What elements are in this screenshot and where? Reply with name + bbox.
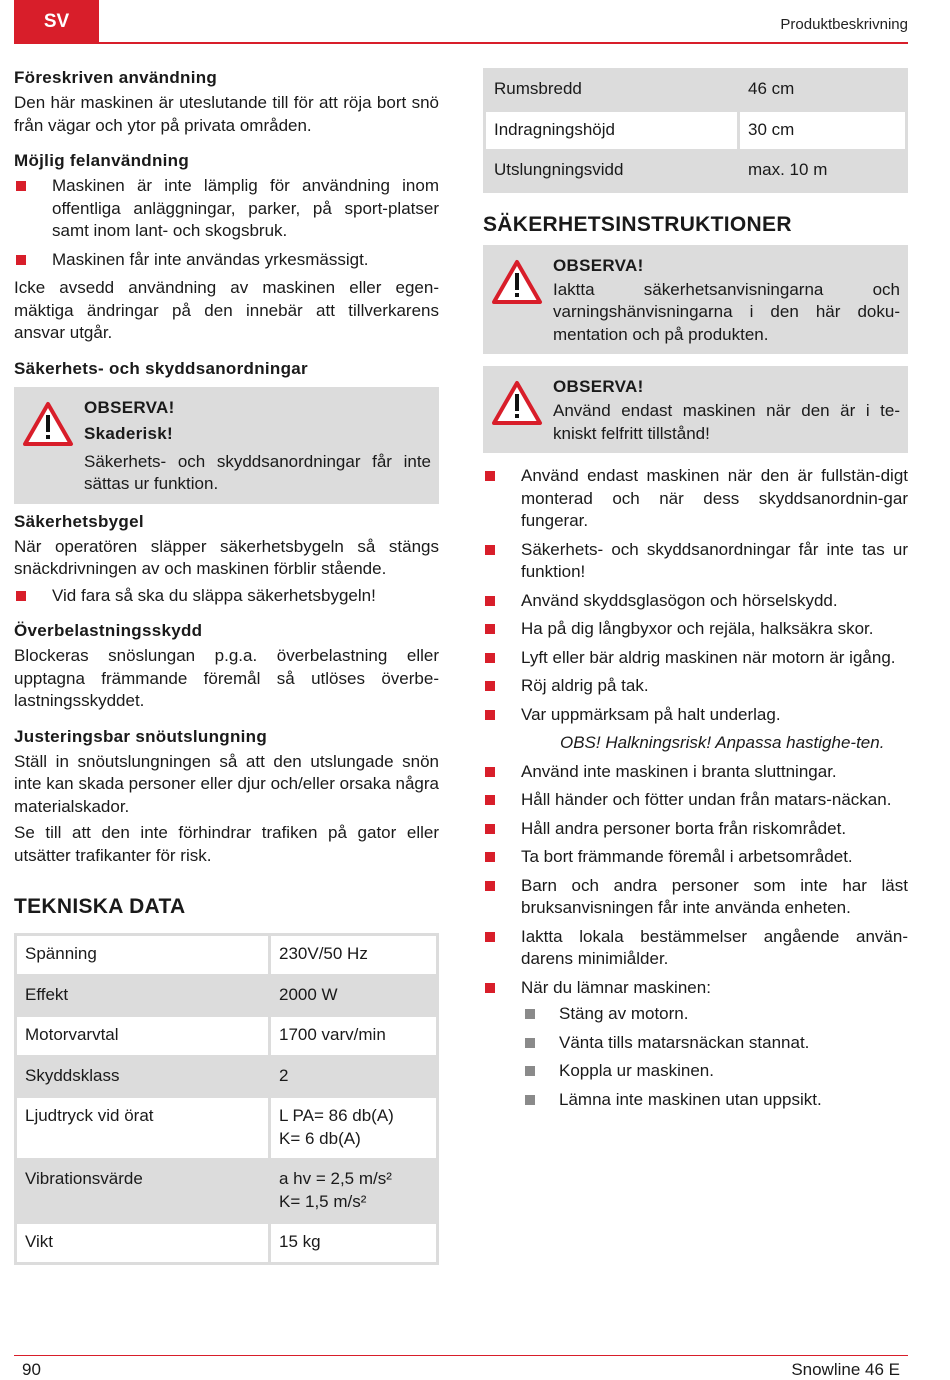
table-cell-label: Utslungningsvidd	[486, 152, 737, 190]
sub-list-item: Koppla ur maskinen.	[521, 1060, 908, 1083]
safety-devices-section	[14, 359, 439, 504]
warning-triangle-icon	[491, 259, 543, 305]
table-row	[17, 1058, 436, 1096]
table-cell-value: a hv = 2,5 m/s² K= 1,5 m/s²	[271, 1161, 436, 1221]
warning-title: OBSERVA!	[553, 255, 644, 275]
tech-data-heading: TEKNISKA DATA	[14, 895, 186, 918]
list-item: Säkerhets- och skyddsanordningar får inte tas ur funktion!	[483, 539, 908, 584]
safety-list-continued	[483, 761, 908, 1112]
intended-use-text: Den här maskinen är uteslutande till för att röja bort snö från vägar och ytor på privata områden.	[14, 93, 439, 135]
chute-text-2: Se till att den inte förhindrar trafiken på gator eller utsätter trafikanter för risk.	[14, 823, 439, 865]
tech-data-table-continued	[483, 68, 908, 193]
list-item: Ha på dig långbyxor och rejäla, halksäkra skor.	[483, 618, 908, 641]
list-item: Använd inte maskinen i branta sluttningar.	[483, 761, 908, 784]
list-item: Iaktta lokala bestämmelser angående använ-darens minimiålder.	[483, 926, 908, 971]
safety-heading: SÄKERHETSINSTRUKTIONER	[483, 212, 792, 236]
tech-data-table	[14, 933, 439, 1265]
table-cell-label: Motorvarvtal	[17, 1017, 268, 1055]
table-cell-value: 2	[271, 1058, 436, 1096]
warning-box	[14, 387, 439, 504]
table-cell-value: 2000 W	[271, 977, 436, 1015]
misuse-section	[14, 151, 439, 345]
table-row	[486, 152, 905, 190]
table-row	[17, 936, 436, 974]
misuse-text: Icke avsedd användning av maskinen eller egen-mäktiga ändringar på den innebär att tillverkarens ansvar utgår.	[14, 278, 439, 342]
table-row	[486, 112, 905, 150]
list-item: Vid fara så ska du släppa säkerhetsbygeln!	[14, 585, 439, 608]
list-item: Använd endast maskinen när den är fullstän-digt monterad och när dess skyddsanordnin-gar fungerar.	[483, 465, 908, 533]
page-number: 90	[22, 1360, 41, 1379]
table-row	[17, 1161, 436, 1221]
table-cell-value: 30 cm	[740, 112, 905, 150]
bail-section	[14, 512, 439, 608]
list-item-label: När du lämnar maskinen:	[521, 977, 711, 997]
safety-list	[483, 465, 908, 726]
table-cell-label: Indragningshöjd	[486, 112, 737, 150]
table-cell-label: Vikt	[17, 1224, 268, 1262]
table-row	[17, 1098, 436, 1158]
warning-text: Använd endast maskinen när den är i te-kniskt felfritt tillstånd!	[553, 401, 900, 443]
list-item: Röj aldrig på tak.	[483, 675, 908, 698]
table-cell-value: 46 cm	[740, 71, 905, 109]
left-column	[14, 68, 439, 1265]
safety-devices-heading: Säkerhets- och skyddsanordningar	[14, 358, 308, 378]
overload-section	[14, 621, 439, 713]
list-item: Håll händer och fötter undan från matars-näckan.	[483, 789, 908, 812]
table-cell-label: Effekt	[17, 977, 268, 1015]
list-item: Var uppmärksam på halt underlag.	[483, 704, 908, 727]
chute-heading: Justeringsbar snöutslungning	[14, 726, 268, 746]
table-row	[17, 1017, 436, 1055]
table-cell-label: Spänning	[17, 936, 268, 974]
table-cell-value: 15 kg	[271, 1224, 436, 1262]
language-tab: SV	[14, 0, 99, 44]
intended-use-heading: Föreskriven användning	[14, 68, 218, 87]
footer-rule	[14, 1355, 908, 1356]
slip-risk-note: OBS! Halkningsrisk! Anpassa hastighe-ten.	[560, 733, 885, 752]
warning-triangle-icon	[22, 401, 74, 447]
right-column	[483, 68, 908, 1117]
misuse-list	[14, 175, 439, 271]
overload-text: Blockeras snöslungan p.g.a. överbelastning eller upptagna främmande föremål så utlöses överbe-lastningsskyddet.	[14, 646, 439, 710]
table-cell-value: L PA= 86 db(A) K= 6 db(A)	[271, 1098, 436, 1158]
warning-text: Säkerhets- och skyddsanordningar får inte sättas ur funktion.	[84, 451, 431, 493]
table-cell-label: Rumsbredd	[486, 71, 737, 109]
table-cell-value: 230V/50 Hz	[271, 936, 436, 974]
overload-heading: Överbelastningsskydd	[14, 621, 203, 640]
warning-title: OBSERVA!	[84, 397, 175, 417]
list-item: Maskinen är inte lämplig för användning inom offentliga anläggningar, parker, på sport-platser samt inom lant- och skogsbruk.	[14, 175, 439, 243]
bail-text: När operatören släpper säkerhetsbygeln så stängs snäckdrivningen av och maskinen förblir stående.	[14, 536, 439, 578]
warning-box	[483, 366, 908, 453]
list-item: Barn och andra personer som inte har läst bruksanvisningen får inte använda enheten.	[483, 875, 908, 920]
table-cell-label: Ljudtryck vid örat	[17, 1098, 268, 1158]
list-item: Håll andra personer borta från riskområdet.	[483, 818, 908, 841]
table-row	[17, 977, 436, 1015]
bail-heading: Säkerhetsbygel	[14, 511, 144, 531]
list-item: Maskinen får inte användas yrkesmässigt.	[14, 249, 439, 272]
sub-list-item: Stäng av motorn.	[521, 1003, 908, 1026]
chute-text-1: Ställ in snöutslungningen så att den utslungade snön inte kan skada personer eller djur och/eller orsaka några materialskador.	[14, 751, 439, 816]
table-cell-value: 1700 varv/min	[271, 1017, 436, 1055]
header-rule	[99, 42, 908, 44]
table-row	[17, 1224, 436, 1262]
section-name: Produktbeskrivning	[780, 16, 908, 33]
bail-list	[14, 585, 439, 608]
model-name: Snowline 46 E	[791, 1360, 900, 1379]
warning-subtitle: Skaderisk!	[84, 423, 173, 443]
leaving-machine-sublist	[521, 1003, 908, 1111]
warning-text: Iaktta säkerhetsanvisningarna och varningshänvisningarna i den här doku-mentation och på produkten.	[553, 279, 900, 344]
sub-list-item: Vänta tills matarsnäckan stannat.	[521, 1032, 908, 1055]
list-item: Lyft eller bär aldrig maskinen när motorn är igång.	[483, 647, 908, 670]
list-item	[483, 977, 908, 1112]
list-item: Använd skyddsglasögon och hörselskydd.	[483, 590, 908, 613]
warning-box	[483, 245, 908, 355]
table-row	[486, 71, 905, 109]
list-item: Ta bort främmande föremål i arbetsområdet.	[483, 846, 908, 869]
warning-title: OBSERVA!	[553, 377, 644, 396]
misuse-heading: Möjlig felanvändning	[14, 151, 190, 170]
table-cell-label: Skyddsklass	[17, 1058, 268, 1096]
intended-use-section	[14, 68, 439, 137]
chute-section	[14, 727, 439, 868]
table-cell-label: Vibrationsvärde	[17, 1161, 268, 1221]
table-cell-value: max. 10 m	[740, 152, 905, 190]
sub-list-item: Lämna inte maskinen utan uppsikt.	[521, 1089, 908, 1112]
warning-triangle-icon	[491, 380, 543, 426]
